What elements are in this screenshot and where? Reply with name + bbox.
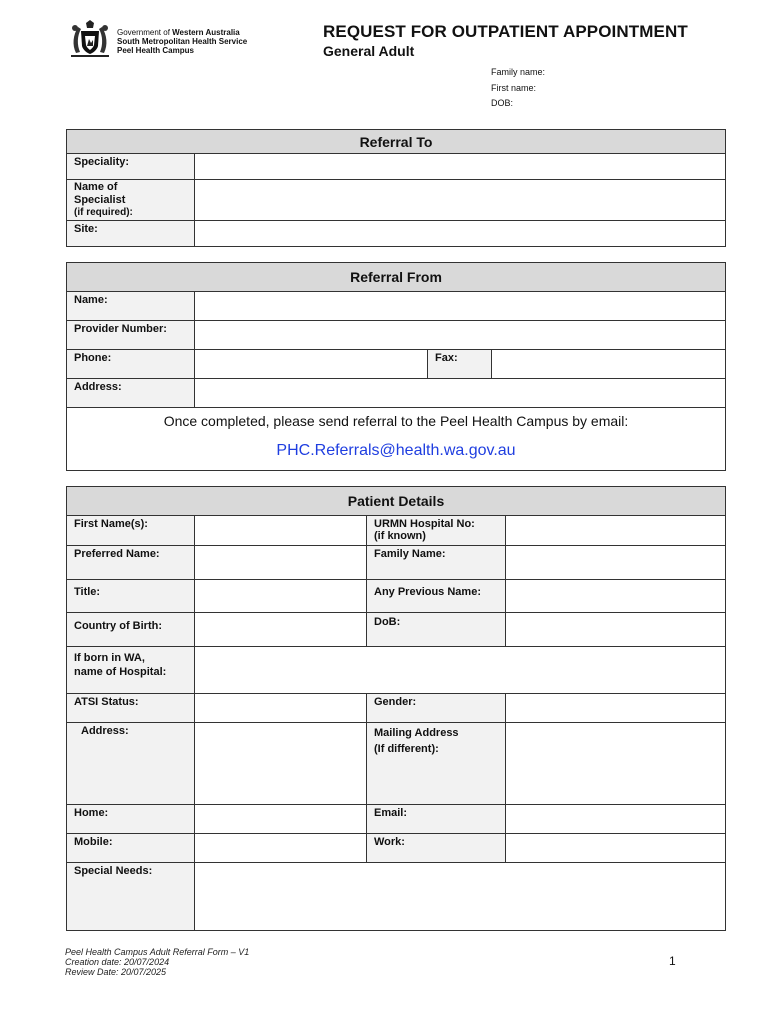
form-title: REQUEST FOR OUTPATIENT APPOINTMENT (323, 22, 688, 41)
work-phone-field[interactable] (506, 834, 726, 863)
page-number: 1 (669, 954, 676, 968)
patient-email-field[interactable] (506, 805, 726, 834)
footer-creation-date: Creation date: 20/07/2024 (65, 957, 170, 967)
site-field[interactable] (195, 221, 726, 247)
provider-number-field[interactable] (195, 321, 726, 350)
family-name-field[interactable] (506, 546, 726, 580)
mailing-address-label (367, 723, 506, 805)
gender-field[interactable] (506, 694, 726, 723)
patient-address-label: Address: (67, 723, 195, 805)
patient-dob-field[interactable] (506, 613, 726, 647)
home-phone-label: Home: (67, 805, 195, 834)
referral-to-section (66, 129, 726, 247)
mailing-address-label-line1: Mailing Address (374, 727, 459, 739)
mailing-address-field[interactable] (506, 723, 726, 805)
fax-field[interactable] (492, 350, 726, 379)
patient-details-heading: Patient Details (67, 487, 726, 516)
referrer-address-label: Address: (67, 379, 195, 408)
family-name-label: Family Name: (367, 546, 506, 580)
urmn-label-line2: (if known) (374, 530, 426, 542)
patient-address-field[interactable] (195, 723, 367, 805)
referral-from-section (66, 262, 726, 471)
provider-number-label: Provider Number: (67, 321, 195, 350)
phone-field[interactable] (195, 350, 428, 379)
label-dob: DOB: (491, 98, 514, 108)
label-family-name: Family name: (491, 67, 546, 77)
footer-form-name: Peel Health Campus Adult Referral Form – V1 (65, 947, 250, 957)
preferred-name-label: Preferred Name: (67, 546, 195, 580)
wa-government-crest-icon (67, 19, 113, 59)
mailing-address-label-line2: (If different): (374, 743, 439, 755)
form-subtitle: General Adult (323, 43, 415, 59)
patient-dob-label: DoB: (367, 613, 506, 647)
referrer-address-field[interactable] (195, 379, 726, 408)
gov-line-3: Peel Health Campus (117, 46, 194, 55)
special-needs-field[interactable] (195, 863, 726, 931)
first-names-label: First Name(s): (67, 516, 195, 546)
phone-label: Phone: (67, 350, 195, 379)
mobile-label: Mobile: (67, 834, 195, 863)
referrer-name-field[interactable] (195, 292, 726, 321)
referral-to-heading: Referral To (67, 130, 726, 154)
special-needs-label: Special Needs: (67, 863, 195, 931)
footer (65, 947, 249, 977)
born-wa-label-line2: name of Hospital: (74, 666, 167, 678)
mobile-field[interactable] (195, 834, 367, 863)
home-phone-field[interactable] (195, 805, 367, 834)
country-of-birth-field[interactable] (195, 613, 367, 647)
previous-name-label: Any Previous Name: (367, 580, 506, 613)
referral-from-heading: Referral From (67, 263, 726, 292)
specialist-label-line1: Name of (74, 181, 118, 193)
label-first-name: First name: (491, 83, 537, 93)
specialist-field[interactable] (195, 180, 726, 221)
atsi-status-label: ATSI Status: (67, 694, 195, 723)
fax-label: Fax: (428, 350, 492, 379)
send-note-text: Once completed, please send referral to the Peel Health Campus by email: (163, 413, 629, 429)
born-wa-label (67, 647, 195, 694)
referrer-name-label: Name: (67, 292, 195, 321)
urmn-label (367, 516, 506, 546)
urmn-field[interactable] (506, 516, 726, 546)
footer-review-date: Review Date: 20/07/2025 (65, 967, 167, 977)
site-label: Site: (67, 221, 195, 247)
send-instructions (67, 408, 726, 471)
patient-details-section (66, 486, 726, 931)
born-wa-hospital-field[interactable] (195, 647, 726, 694)
specialist-label (67, 180, 195, 221)
referral-email-link[interactable]: PHC.Referrals@health.wa.gov.au (276, 442, 516, 459)
previous-name-field[interactable] (506, 580, 726, 613)
government-org-block (117, 28, 247, 55)
country-of-birth-label: Country of Birth: (67, 613, 195, 647)
title-label: Title: (67, 580, 195, 613)
speciality-label: Speciality: (67, 154, 195, 180)
specialist-label-line3: (if required): (74, 207, 133, 218)
work-phone-label: Work: (367, 834, 506, 863)
speciality-field[interactable] (195, 154, 726, 180)
patient-email-label: Email: (367, 805, 506, 834)
gov-line-1: Government of Western Australia (117, 28, 240, 37)
atsi-status-field[interactable] (195, 694, 367, 723)
preferred-name-field[interactable] (195, 546, 367, 580)
gov-line-2: South Metropolitan Health Service (117, 37, 248, 46)
gender-label: Gender: (367, 694, 506, 723)
specialist-label-line2: Specialist (74, 194, 126, 206)
urmn-label-line1: URMN Hospital No: (374, 518, 475, 530)
born-wa-label-line1: If born in WA, (74, 652, 145, 664)
first-names-field[interactable] (195, 516, 367, 546)
title-field[interactable] (195, 580, 367, 613)
